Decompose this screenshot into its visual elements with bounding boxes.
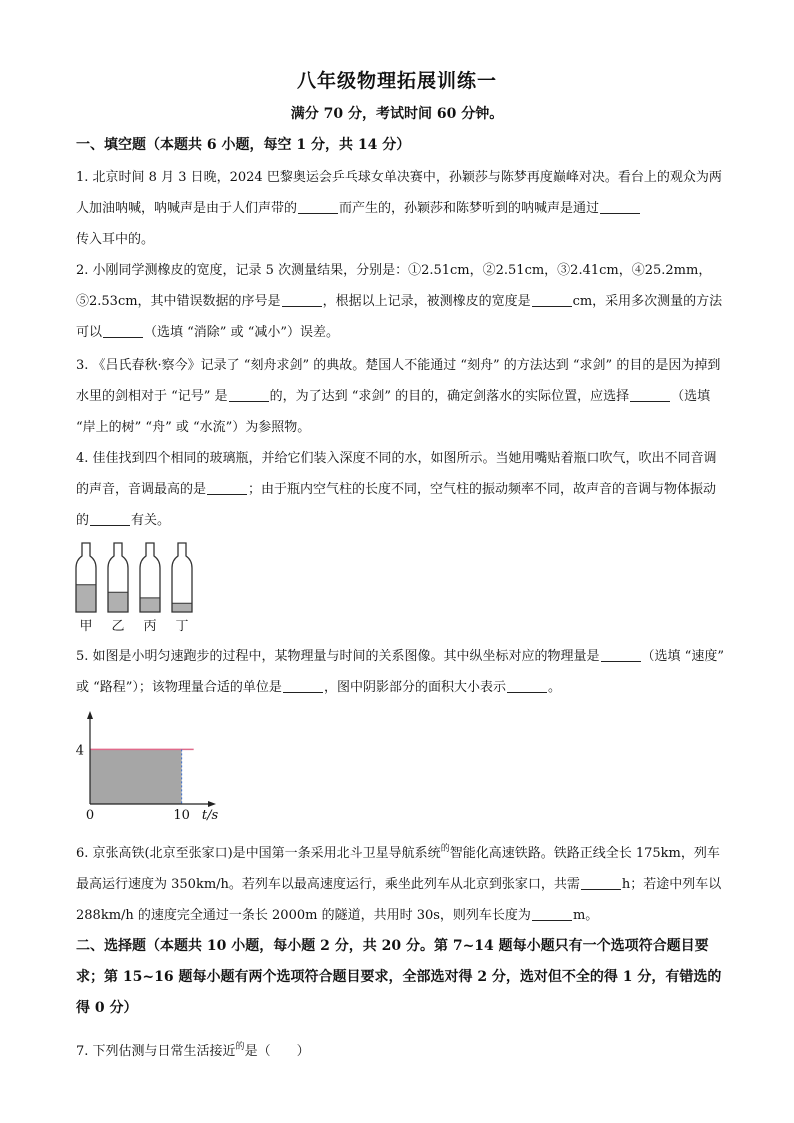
- q6-text-d: m。: [572, 908, 599, 923]
- q4-text-b: ；由于瓶内空气柱的长度不同，空气柱的振动频率不同，故声音的音调与物体振动的: [76, 482, 717, 528]
- question-3: [76, 350, 726, 443]
- bottle-label: 乙: [111, 619, 125, 634]
- question-6: [76, 834, 726, 931]
- bottle-water: [109, 592, 128, 612]
- q5-blank-2[interactable]: [283, 678, 323, 693]
- q6-text-a: 6. 京张高铁(北京至张家口)是中国第一条采用北斗卫星导航系统: [76, 846, 441, 861]
- q2-text-a: 2. 小刚同学测橡皮的宽度，记录 5 次测量结果，分别是：①2.51cm，②2.51cm，③2.41cm，④25.2mm，⑤2.53cm，其中错误数据的序号是: [76, 263, 712, 309]
- y-axis-arrow: [87, 711, 93, 719]
- question-4: [76, 443, 726, 536]
- q3-blank-1[interactable]: [229, 387, 269, 402]
- q3-text-b: 的，为了达到 “求剑” 的目的，确定剑落水的实际位置，应选择: [269, 389, 630, 404]
- q1-blank-1[interactable]: [298, 199, 338, 214]
- time-graph: [70, 708, 230, 823]
- x-tick-label: 0: [85, 808, 95, 823]
- q2-text-c: cm，采用多次测量的方法可以: [76, 294, 723, 340]
- section-choice-heading: 二、选择题（本题共 10 小题，每小题 2 分，共 20 分。第 7~14 题每小题只有一个选项符合题目要求；第 15~16 题每小题有两个选项符合题目要求，全部选对得 2 分，选对但不全的得 1 分，有错选的得 0 分）: [76, 938, 722, 1016]
- q1-text-b: 而产生的，孙颖莎和陈梦听到的呐喊声是通过: [339, 201, 600, 216]
- q2-blank-1[interactable]: [282, 292, 322, 307]
- bottle-label: 丙: [143, 619, 157, 634]
- bottle-water: [141, 598, 160, 612]
- bottle-label: 丁: [175, 619, 189, 634]
- q2-text-d: （选填 “消除” 或 “减小”）误差。: [144, 325, 339, 340]
- q6-text-b: 智能化高速铁路。铁路正线全长 175km，列车最高运行速度为 350km/h。若列车以最高速度运行，乘坐此列车从北京到张家口，共需: [76, 846, 720, 892]
- q4-blank-2[interactable]: [90, 511, 130, 526]
- q5-text-a: 5. 如图是小明匀速跑步的过程中，某物理量与时间的关系图像。其中纵坐标对应的物理量是: [76, 649, 600, 664]
- q3-text-a: 3. 《吕氏春秋·察今》记录了 “刻舟求剑” 的典故。楚国人不能通过 “刻舟” 的方法达到 “求剑” 的目的是因为掉到水里的剑相对于 “记号” 是: [76, 358, 721, 404]
- q6-blank-2[interactable]: [532, 906, 572, 921]
- q7-superscript: 的: [235, 1042, 245, 1052]
- q1-text-c: 传入耳中的。: [76, 232, 155, 247]
- q6-blank-1[interactable]: [581, 875, 621, 890]
- question-5: [76, 641, 726, 703]
- q2-blank-2[interactable]: [532, 292, 572, 307]
- q1-text-a: 1. 北京时间 8 月 3 日晚，2024 巴黎奥运会乒乓球女单决赛中，孙颖莎与陈梦再度巅峰对决。看台上的观众为两人加油呐喊，呐喊声是由于人们声带的: [76, 170, 722, 216]
- page-subtitle: 满分 70 分，考试时间 60 分钟。: [290, 106, 504, 122]
- q6-superscript: 的: [440, 844, 450, 854]
- q4-text-a: 4. 佳佳找到四个相同的玻璃瓶，并给它们装入深度不同的水，如图所示。当她用嘴贴着瓶口吹气，吹出不同音调的声音，音调最高的是: [76, 451, 717, 497]
- q2-blank-3[interactable]: [103, 323, 143, 338]
- q7-text-b: 是（ ）: [244, 1044, 310, 1059]
- q3-blank-2[interactable]: [630, 387, 670, 402]
- question-1: [76, 162, 726, 255]
- q3-text-c: （选填 “岸上的树” “舟” 或 “水流”）为参照物。: [76, 389, 711, 435]
- q4-blank-1[interactable]: [207, 480, 247, 495]
- y-tick-label: 4: [75, 743, 84, 759]
- q5-blank-1[interactable]: [601, 647, 641, 662]
- x-axis-label: t/s: [201, 808, 219, 823]
- bottle-water: [173, 603, 192, 612]
- bottle-water: [77, 585, 96, 612]
- question-7: [76, 1032, 726, 1067]
- q5-blank-3[interactable]: [507, 678, 547, 693]
- bottle-label: 甲: [79, 619, 93, 634]
- section-fill-heading: 一、填空题（本题共 6 小题，每空 1 分，共 14 分）: [76, 137, 411, 153]
- q5-text-c: ，图中阴影部分的面积大小表示: [323, 680, 506, 695]
- x-tick-label: 10: [173, 808, 190, 823]
- question-2: [76, 255, 726, 348]
- q5-text-b: （选填 “速度” 或 “路程”）；该物理量合适的单位是: [76, 649, 724, 695]
- shaded-area: [90, 749, 182, 804]
- bottles-figure: [72, 540, 212, 635]
- page-title: 八年级物理拓展训练一: [296, 70, 497, 92]
- bottle-outline: [172, 543, 192, 612]
- q6-text-c: h；若途中列车以 288km/h 的速度完全通过一条长 2000m 的隧道，共用时 30s，则列车长度为: [76, 877, 722, 923]
- q7-text-a: 7. 下列估测与日常生活接近: [76, 1044, 236, 1059]
- q4-text-c: 有关。: [131, 513, 171, 528]
- q2-text-b: ，根据以上记录，被测橡皮的宽度是: [322, 294, 531, 309]
- x-axis-arrow: [208, 801, 216, 807]
- q5-text-d: 。: [547, 680, 561, 695]
- q1-blank-2[interactable]: [600, 199, 640, 214]
